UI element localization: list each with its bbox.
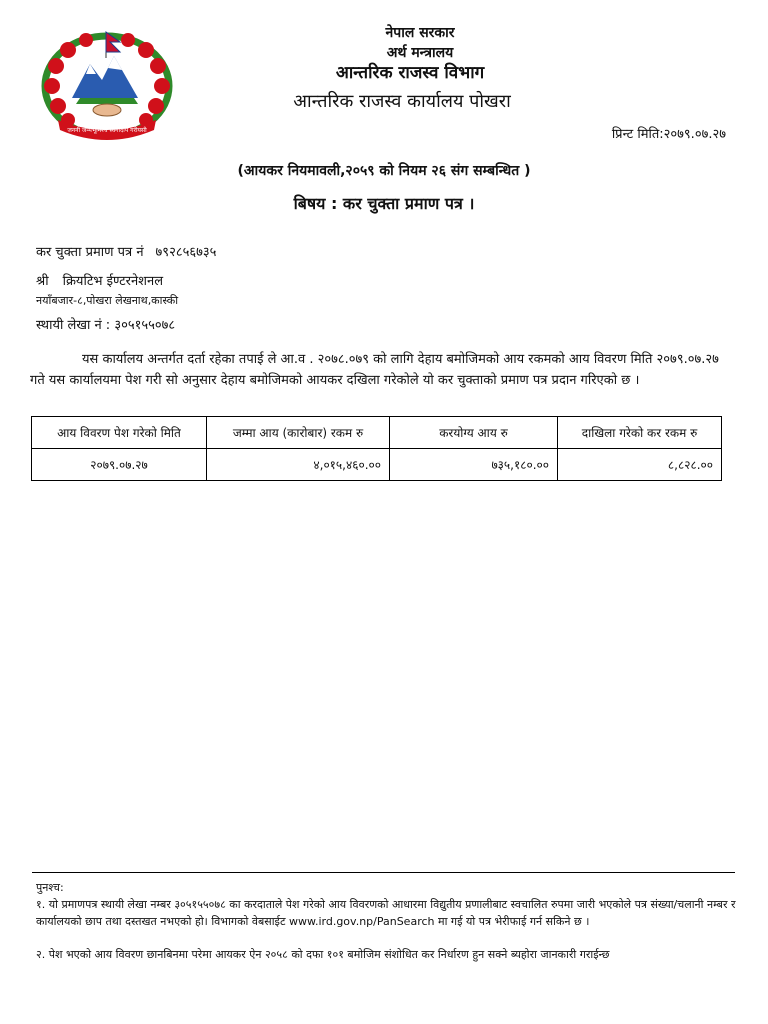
paragraph-text: यस कार्यालय अन्तर्गत दर्ता रहेका तपाई ले आ.व . २०७८.०७९ को लागि देहाय बमोजिमको आय रकमको आय विवरण मिति २०७९.०७.२७ गते यस कार्यालयमा पेश गरी सो अनुसार देहाय बमोजिमको आयकर दखिला गरेकोले यो कर चुक्ताको प्रमाण पत्र प्रदान गरिएको छ । (30, 352, 719, 388)
cell-total-income: ४,०१५,४६०.०० (207, 449, 390, 481)
certificate-paragraph (30, 349, 730, 391)
pan-number: स्थायी लेखा नं : ३०५१५५०७८ (36, 318, 176, 333)
taxpayer-prefix: श्री (36, 274, 49, 289)
svg-text:जननी जन्मभूमिश्च स्वर्गादपि गर: जननी जन्मभूमिश्च स्वर्गादपि गरीयसी (67, 127, 147, 134)
subject-title: बिषय : कर चुक्ता प्रमाण पत्र । (293, 194, 475, 213)
header-office: आन्तरिक राजस्व कार्यालय पोखरा (293, 91, 511, 112)
column-header-total-income: जम्मा आय (कारोबार) रकम रु (207, 417, 390, 449)
table-header-row (32, 417, 722, 449)
print-date: प्रिन्ट मिति:२०७९.०७.२७ (611, 127, 726, 142)
header-ministry: अर्थ मन्त्रालय (386, 45, 454, 61)
cell-tax-paid: ८,८२८.०० (558, 449, 722, 481)
taxpayer-address: नयाँबजार-८,पोखरा लेखनाथ,कास्की (36, 294, 179, 307)
note-item: १. यो प्रमाणपत्र स्थायी लेखा नम्बर ३०५१५५०७८ का करदाताले पेश गरेको आय विवरणको आधारमा विद्युतीय प्रणालीबाट स्वचालित रुपमा जारी भएकोले पत्र संख्या/चलानी नम्बर र कार्यालयको छाप तथा दस्तखत नभएको हो। विभागको वेबसाईट www.ird.gov.np/PanSearch मा गई यो पत्र भेरीफाई गर्न सकिने छ । (36, 898, 736, 928)
column-header-taxable-income: करयोग्य आय रु (390, 417, 558, 449)
cell-taxable-income: ७३५,१८०.०० (390, 449, 558, 481)
header-department: आन्तरिक राजस्व विभाग (335, 63, 485, 83)
tax-table (31, 416, 722, 481)
rule-reference: (आयकर नियमावली,२०५९ को नियम २६ संग सम्बन्धित ) (237, 163, 531, 179)
taxpayer-name: क्रियटिभ ईण्टरनेशनल (62, 274, 164, 289)
certificate-number-line (36, 242, 216, 260)
note-item: २. पेश भएको आय विवरण छानबिनमा परेमा आयकर ऐन २०५८ को दफा १०१ बमोजिम संशोधित कर निर्धारण हुन सक्ने ब्यहोरा जानकारी गराईन्छ (36, 948, 610, 961)
certificate-number-label: कर चुक्ता प्रमाण पत्र नं (36, 245, 144, 260)
taxpayer-line (36, 271, 163, 289)
certificate-number: ७९२८५६७३५ (155, 245, 217, 260)
notes-heading: पुनश्च: (36, 881, 64, 894)
table-row (32, 449, 722, 481)
column-header-filing-date: आय विवरण पेश गरेको मिति (32, 417, 207, 449)
footer-divider (32, 872, 735, 873)
cell-filing-date: २०७९.०७.२७ (32, 449, 207, 481)
header-government: नेपाल सरकार (385, 25, 455, 41)
column-header-tax-paid: दाखिला गरेको कर रकम रु (558, 417, 722, 449)
